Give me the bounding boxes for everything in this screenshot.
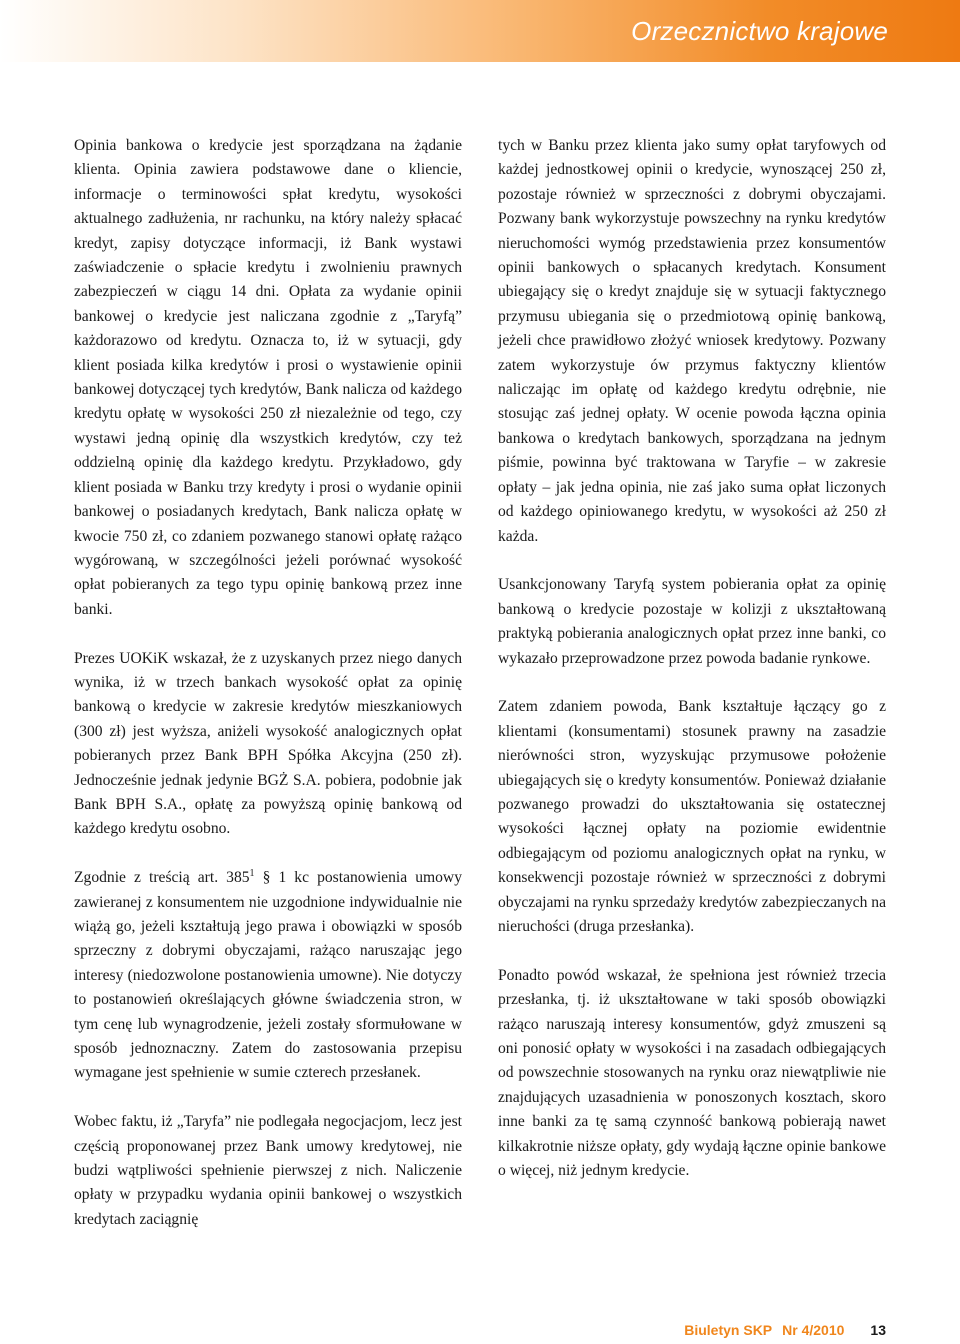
left-paragraph-3 [74, 866, 462, 1086]
right-paragraph-4: Ponadto powód wskazał, że spełniona jest również trzecia przesłanka, tj. iż ukształtowane w taki sposób obowiązki rażąco naruszają interesy konsumentów, gdyż zmuszeni są oni ponosić opłaty w wysokości i na zasadach odbiegających od powszechnie stosowanych na rynku oraz niewątpliwie nie znajdujących uzasadnienia w ponoszonych kosztach, skoro inne banki za tę samą czynność bankową pobierają nawet kilkakrotnie niższe opłaty, gdy wydają łączne opinie bankowe o więcej, niż jednym kredycie. [498, 966, 886, 1180]
left-paragraph-4: Wobec faktu, iż „Taryfa” nie podlegała negocjacjom, lecz jest częścią proponowanej przez Bank umowy kredytowej, nie budzi wątpliwości spełnienie pierwszej z nich. Naliczenie opłaty w przypadku wydania opinii bankowej o wszystkich kredytach zaciągnię [74, 1113, 462, 1228]
article-superscript: 1 [249, 867, 255, 879]
footer-publication: Biuletyn SKP [684, 1322, 773, 1338]
page-number: 13 [870, 1322, 886, 1338]
left-paragraph-3-rest: § 1 kc postanowienia umowy zawieranej z konsumentem nie uzgodnione indywidualnie nie wiążą go, jeżeli kształtują jego prawa i obowiązki w sposób sprzeczny z dobrymi obyczajami, rażąco naruszając jego interesy (niedozwolone postanowienia umowne). Nie dotyczy to postanowień określających główne świadczenia stron, w tym cenę lub wynagrodzenie, jeżeli zostały sformułowane w sposób jednoznaczny. Zatem do zastosowania przepisu wymagane jest spełnienie w sumie czterech przesłanek. [74, 869, 462, 1082]
right-paragraph-2: Usankcjonowany Taryfą system pobierania opłat za opinię bankową o kredycie pozostaje w kolizji z ukształtowaną praktyką pobierania analogicznych opłat przez inne banki, co wykazało przeprowadzone przez powoda badanie rynkowe. [498, 576, 886, 667]
left-paragraph-3-start: Zgodnie z treścią art. 385 [74, 869, 250, 887]
left-paragraph-2: Prezes UOKiK wskazał, że z uzyskanych przez niego danych wynika, iż w trzech bankach wysokość opłat za opinię bankową o kredycie w zakresie kredytów mieszkaniowych (300 zł) jest wyższa, aniżeli wysokość analogicznych opłat pobieranych przez Bank BPH Spółka Akcyjna (250 zł). Jednocześnie jednak jedynie BGŻ S.A. pobiera, podobnie jak Bank BPH S.A., opłatę za powyższą opinię bankową od każdego kredytu osobno. [74, 649, 462, 838]
page-footer [684, 1322, 886, 1338]
right-paragraph-1: tych w Banku przez klienta jako sumy opłat taryfowych od każdej jednostkowej opinii o kredycie, wynoszącej 250 zł, pozostaje również w sprzeczności z dobrymi obyczajami. Pozwany bank wykorzystuje powszechny na rynku kredytów nieruchomości wymóg przedstawienia przez konsumentów opinii bankowych o spłacanych kredytach. Konsument ubiegający się o kredyt znajduje się w sytuacji faktycznego przymusu ubiegania się o przedmiotową opinię bankową, jeżeli chce prawidłowo złożyć wniosek kredytowy. Pozwany zatem wykorzystuje ów przymus faktyczny klientów naliczając im opłatę od każdego kredytu odrębnie, nie stosując zaś jednej opłaty. W ocenie powoda łączna opinia bankowa o kredytach bankowych, sporządzana na jednym piśmie, powinna być traktowana w Taryfie – w zakresie opłaty – jak jedna opinia, nie zaś jako suma opłat liczonych od każdego opiniowanego kredytu, w wysokości aż 250 zł każda. [498, 137, 886, 545]
section-title: Orzecznictwo krajowe [631, 16, 888, 46]
right-column [498, 134, 886, 1183]
section-header-bar [0, 0, 960, 62]
left-paragraph-1: Opinia bankowa o kredycie jest sporządzana na żądanie klienta. Opinia zawiera podstawowe dane o kliencie, informacje o terminowości spłat kredytu, wysokości aktualnego zadłużenia, nr rachunku, na który należy spłacać kredyt, zapisy dotyczące informacji, iż Bank wystawi zaświadczenie o spłacie kredytu i zwolnieniu prawnych zabezpieczeń w ciągu 14 dni. Opłata za wydanie opinii bankowej o kredycie jest naliczana zgodnie z „Taryfą” każdorazowo od kredytu. Oznacza to, iż w sytuacji, gdy klient posiada kilka kredytów i prosi o wystawienie opinii bankowej dotyczącej tych kredytów, Bank nalicza od każdego kredytu opłatę w wysokości 250 zł niezależnie od tego, czy wystawi jedną opinię dla wszystkich kredytów, czy też oddzielną opinię dla każdego kredytu. Przykładowo, gdy klient posiada w Banku trzy kredyty i prosi o wydanie opinii bankowej o posiadanych kredytach, Bank nalicza opłatę w kwocie 750 zł, co zdaniem pozwanego stanowi opłatę rażąco wygórowaną, w szczególności jeżeli porównać wysokość opłat pobieranych za tego typu opinię bankową przez inne banki. [74, 137, 462, 618]
left-column [74, 134, 462, 1232]
footer-issue: Nr 4/2010 [782, 1322, 845, 1338]
right-paragraph-3: Zatem zdaniem powoda, Bank kształtuje łączący go z klientami (konsumentami) stosunek prawny na zasadzie nierówności stron, wyzyskując przymusowe położenie ubiegających się o kredyty konsumentów. Ponieważ działanie pozwanego prowadzi do ukształtowania się ostatecznej wysokości łącznej opłaty na poziomie ewidentnie odbiegającym od poziomu analogicznych opłat na rynku, w konsekwencji pozostaje również w sprzeczności z dobrymi obyczajami na rynku sprzedaży kredytów zabezpieczanych na nieruchości (druga przesłanka). [498, 698, 886, 935]
